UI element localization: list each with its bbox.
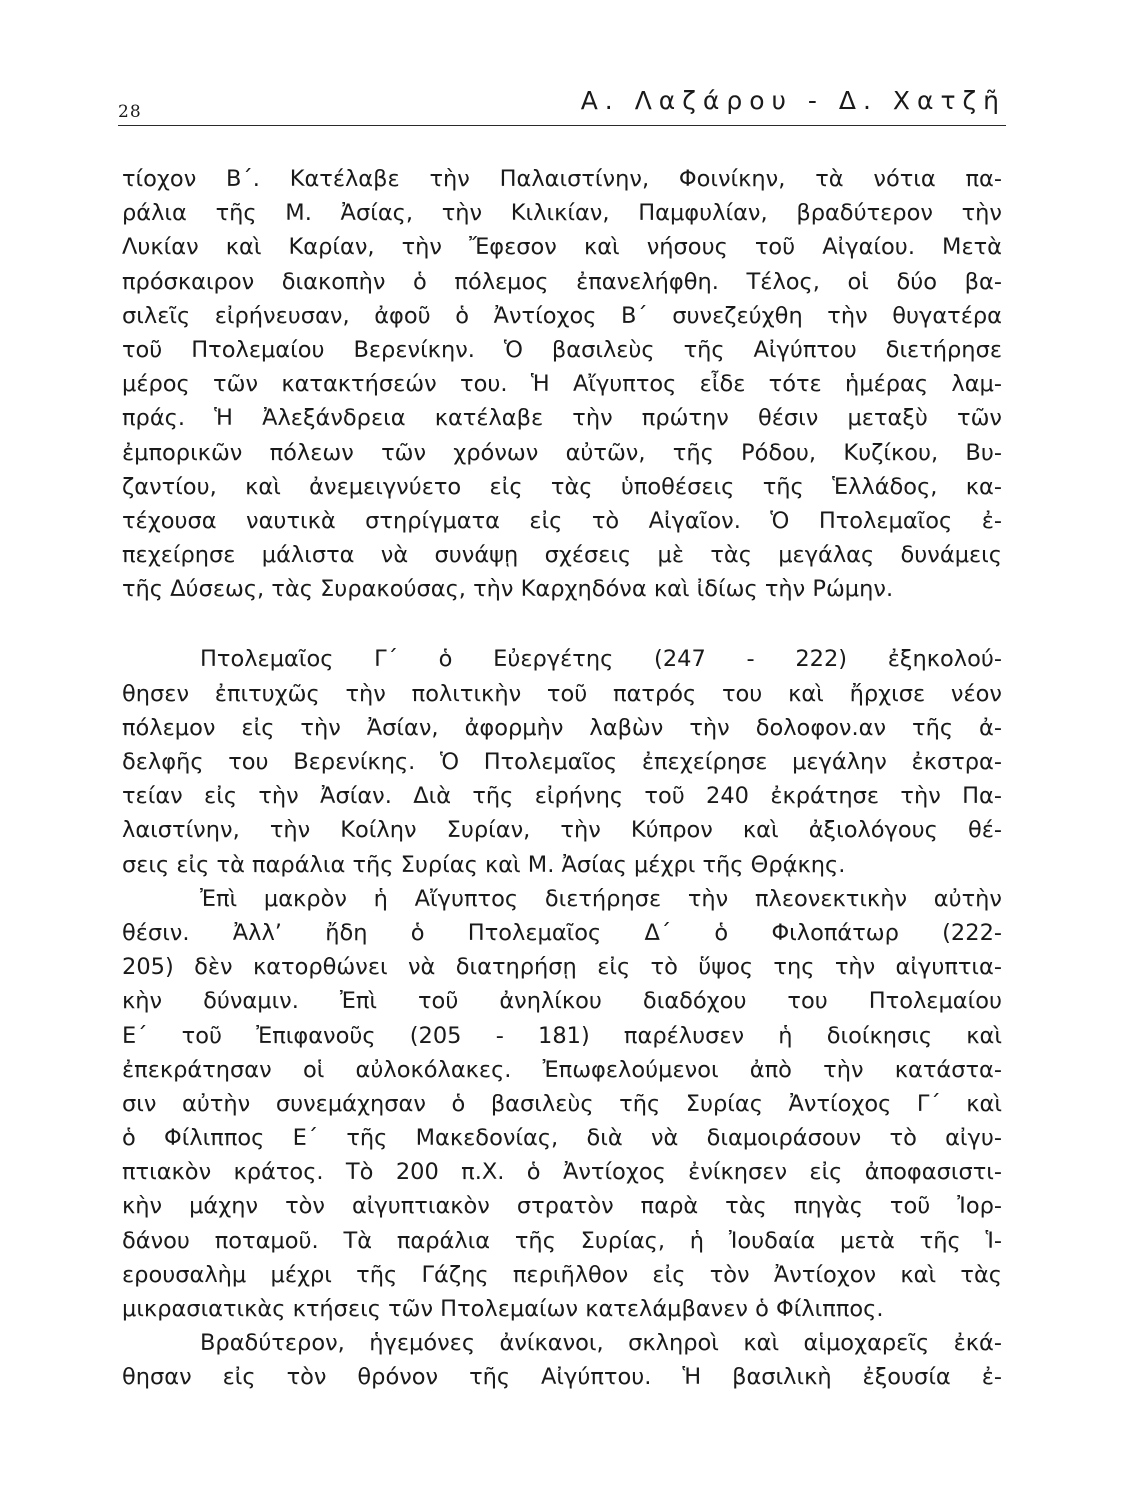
body-text (122, 162, 1002, 1395)
text-line: Ε΄ τοῦ Ἐπιφανοῦς (205 - 181) παρέλυσεν ἡ διοίκησις καὶ (122, 1022, 1002, 1049)
text-line: τῆς Δύσεως, τὰς Συρακούσας, τὴν Καρχηδόνα καὶ ἰδίως τὴν Ρώμην. (122, 576, 894, 603)
text-line: σιν αὐτὴν συνεμάχησαν ὁ βασιλεὺς τῆς Συρίας Ἀντίοχος Γ΄ καὶ (122, 1090, 1002, 1117)
text-line: ὁ Φίλιππος Ε΄ τῆς Μακεδονίας, διὰ νὰ διαμοιράσουν τὸ αἰγυ- (122, 1125, 1002, 1152)
page-header (118, 86, 1006, 122)
text-line: ζαντίου, καὶ ἀνεμειγνύετο εἰς τὰς ὑποθέσεις τῆς Ἑλλάδος, κα- (122, 473, 1002, 500)
text-line: τίοχον Β΄. Κατέλαβε τὴν Παλαιστίνην, Φοινίκην, τὰ νότια πα- (122, 166, 1002, 192)
text-line: δελφῆς του Βερενίκης. Ὁ Πτολεμαῖος ἐπεχείρησε μεγάλην ἐκστρα- (122, 749, 1002, 775)
text-line: Βραδύτερον, ἡγεμόνες ἀνίκανοι, σκληροὶ καὶ αἱμοχαρεῖς ἐκά- (200, 1330, 1002, 1357)
text-line: ράλια τῆς Μ. Ἀσίας, τὴν Κιλικίαν, Παμφυλίαν, βραδύτερον τὴν (122, 200, 1002, 227)
text-line: τείαν εἰς τὴν Ἀσίαν. Διὰ τῆς εἰρήνης τοῦ 240 ἐκράτησε τὴν Πα- (122, 783, 1002, 810)
text-line: πρόσκαιρον διακοπὴν ὁ πόλεμος ἐπανελήφθη. Τέλος, οἱ δύο βα- (122, 268, 1002, 295)
text-line: πεχείρησε μάλιστα νὰ συνάψῃ σχέσεις μὲ τὰς μεγάλας δυνάμεις (122, 542, 1002, 569)
text-line: μέρος τῶν κατακτήσεών του. Ἡ Αἴγυπτος εἶδε τότε ἡμέρας λαμ- (122, 371, 1002, 398)
text-line: κὴν μάχην τὸν αἰγυπτιακὸν στρατὸν παρὰ τὰς πηγὰς τοῦ Ἰορ- (122, 1193, 1002, 1220)
text-line: τέχουσα ναυτικὰ στηρίγματα εἰς τὸ Αἰγαῖον. Ὁ Πτολεμαῖος ἐ- (122, 507, 1002, 534)
text-line: Ἐπὶ μακρὸν ἡ Αἴγυπτος διετήρησε τὴν πλεονεκτικὴν αὐτὴν (200, 885, 1002, 912)
header-rule (118, 125, 1006, 126)
text-line: πόλεμον εἰς τὴν Ἀσίαν, ἀφορμὴν λαβὼν τὴν δολοφον.αν τῆς ἀ- (122, 714, 1002, 741)
text-line: δάνου ποταμοῦ. Τὰ παράλια τῆς Συρίας, ἡ Ἰουδαία μετὰ τῆς Ἱ- (122, 1227, 1002, 1254)
text-line: σεις εἰς τὰ παράλια τῆς Συρίας καὶ Μ. Ἀσίας μέχρι τῆς Θρᾴκης. (122, 851, 846, 878)
text-line: ερουσαλὴμ μέχρι τῆς Γάζης περιῆλθον εἰς τὸν Ἀντίοχον καὶ τὰς (122, 1261, 1002, 1288)
text-line: πράς. Ἡ Ἀλεξάνδρεια κατέλαβε τὴν πρώτην θέσιν μεταξὺ τῶν (122, 405, 1002, 432)
text-line: Πτολεμαῖος Γ΄ ὁ Εὐεργέτης (247 - 222) ἐξηκολού- (200, 646, 1002, 673)
text-line: ἐπεκράτησαν οἱ αὐλοκόλακες. Ἐπωφελούμενοι ἀπὸ τὴν κατάστα- (122, 1056, 1002, 1083)
text-line: τοῦ Πτολεμαίου Βερενίκην. Ὁ βασιλεὺς τῆς Αἰγύπτου διετήρησε (122, 336, 1002, 363)
paragraph-3 (122, 882, 1002, 1326)
paragraph-2 (122, 642, 1002, 881)
text-line: πτιακὸν κράτος. Τὸ 200 π.Χ. ὁ Ἀντίοχος ἐνίκησεν εἰς ἀποφασιστι- (122, 1159, 1002, 1186)
text-line: λαιστίνην, τὴν Κοίλην Συρίαν, τὴν Κύπρον καὶ ἀξιολόγους θέ- (122, 817, 1002, 844)
text-line: σιλεῖς εἰρήνευσαν, ἀφοῦ ὁ Ἀντίοχος Β΄ συνεζεύχθη τὴν θυγατέρα (122, 302, 1002, 329)
running-head: Α. Λαζάρου - Δ. Χατζῆ (580, 86, 1006, 115)
text-line: κὴν δύναμιν. Ἐπὶ τοῦ ἀνηλίκου διαδόχου του Πτολεμαίου (122, 988, 1002, 1015)
paragraph-1 (122, 162, 1002, 606)
text-line: ἐμπορικῶν πόλεων τῶν χρόνων αὐτῶν, τῆς Ρόδου, Κυζίκου, Βυ- (122, 439, 1002, 466)
text-line: θέσιν. Ἀλλ’ ἤδη ὁ Πτολεμαῖος Δ΄ ὁ Φιλοπάτωρ (222- (122, 919, 1002, 946)
text-line: 205) δὲν κατορθώνει νὰ διατηρήσῃ εἰς τὸ ὕψος της τὴν αἰγυπτια- (122, 954, 1002, 981)
page-number: 28 (118, 102, 142, 122)
text-line: θησεν ἐπιτυχῶς τὴν πολιτικὴν τοῦ πατρός του καὶ ἤρχισε νέον (122, 680, 1002, 707)
text-line: μικρασιατικὰς κτήσεις τῶν Πτολεμαίων κατελάμβανεν ὁ Φίλιππος. (122, 1296, 884, 1322)
paragraph-4 (122, 1326, 1002, 1394)
text-line: θησαν εἰς τὸν θρόνον τῆς Αἰγύπτου. Ἡ βασιλικὴ ἐξουσία ἐ- (122, 1364, 1002, 1391)
paragraph-gap (122, 606, 1002, 642)
text-line: Λυκίαν καὶ Καρίαν, τὴν Ἔφεσον καὶ νήσους τοῦ Αἰγαίου. Μετὰ (122, 234, 1002, 261)
